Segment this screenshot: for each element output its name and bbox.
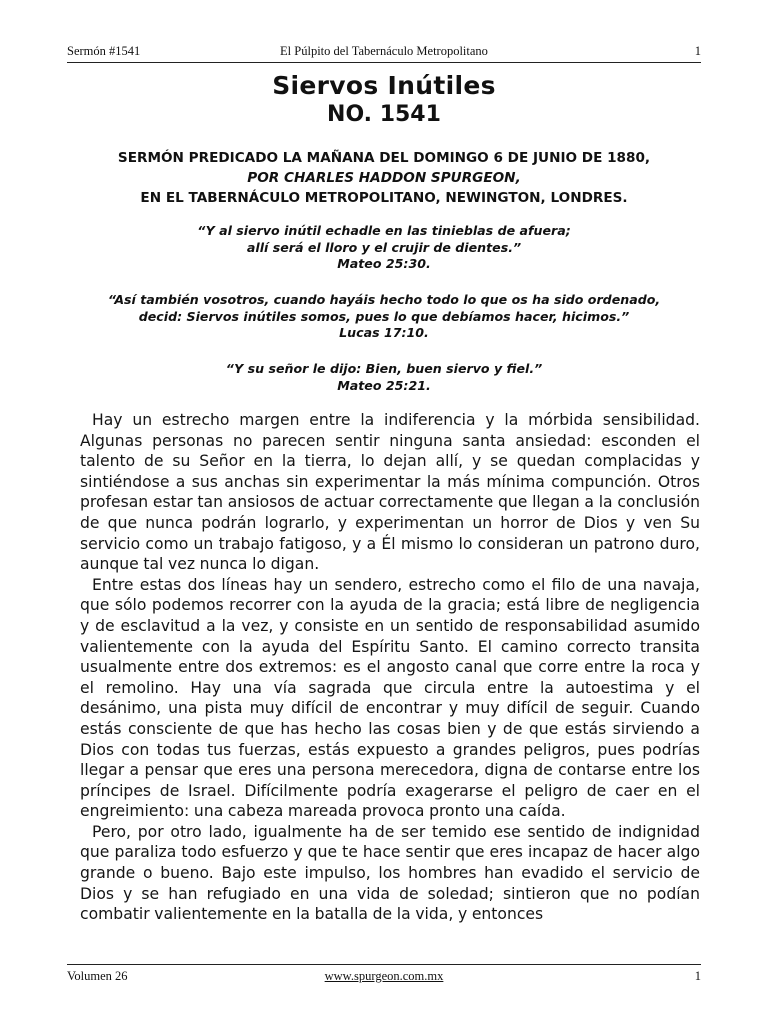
footer-volume: Volumen 26 bbox=[67, 969, 128, 983]
verse-line: “Y al siervo inútil echadle en las tinieblas de afuera; bbox=[197, 223, 571, 238]
verse-reference: Mateo 25:30. bbox=[337, 256, 431, 271]
scripture-verse bbox=[0, 292, 768, 342]
body-paragraph: Hay un estrecho margen entre la indiferencia y la mórbida sensibilidad. Algunas personas no parecen sentir ninguna santa ansiedad: esconden el talento de su Señor en la tierra, lo dejan allí, y se quedan complacidas y sintiéndose a sus anchas sin experimentar la más mínima compunción. Otros profesan estar tan ansiosos de actuar correctamente que llegan a la conclusión de que nunca podrán lograrlo, y experimentan un horror de Dios y ven Su servicio como un trabajo fatigoso, y a Él mismo lo consideran un patrono duro, aunque tal vez nunca lo digan. bbox=[80, 411, 700, 574]
verse-reference: Lucas 17:10. bbox=[339, 325, 429, 340]
running-footer bbox=[67, 964, 701, 985]
footer-page-number: 1 bbox=[694, 969, 701, 983]
scripture-verse bbox=[0, 361, 768, 394]
body-paragraph: Entre estas dos líneas hay un sendero, estrecho como el filo de una navaja, que sólo podemos recorrer con la ayuda de la gracia; está libre de negligencia y de esclavitud a la vez, y consiste en un sentido de responsabilidad asumido valientemente con la ayuda del Espíritu Santo. El camino correcto transita usualmente entre dos extremos: es el angosto canal que corre entre la roca y el remolino. Hay una vía sagrada que circula entre la autoestima y el desánimo, una pista muy difícil de encontrar y muy difícil de seguir. Cuando estás consciente de que has hecho las cosas bien y de que estás sirviendo a Dios con todas tus fuerzas, estás expuesto a grandes peligros, pues podrías llegar a pensar que eres una persona merecedora, digna de contarse entre los príncipes de Israel. Difícilmente podría exagerarse el peligro de caer en el engreimiento: una cabeza mareada provoca pronto una caída. bbox=[80, 575, 700, 821]
verse-line: “Así también vosotros, cuando hayáis hecho todo lo que os ha sido ordenado, bbox=[107, 292, 661, 307]
verse-line: “Y su señor le dijo: Bien, buen siervo y fiel.” bbox=[225, 361, 543, 376]
preached-info bbox=[0, 148, 768, 208]
verse-reference: Mateo 25:21. bbox=[337, 377, 431, 393]
verse-line: decid: Siervos inútiles somos, pues lo que debíamos hacer, hicimos.” bbox=[138, 308, 630, 324]
verse-line: allí será el lloro y el crujir de dientes.” bbox=[246, 239, 522, 255]
header-page-number: 1 bbox=[694, 44, 701, 58]
body-paragraph: Pero, por otro lado, igualmente ha de ser temido ese sentido de indignidad que paraliza todo esfuerzo y que te hace sentir que eres incapaz de hacer algo grande o bueno. Bajo este impulso, los hombres han evadido el servicio de Dios y se han refugiado en una vida de soledad; sintieron que no podían combatir valientemente en la batalla de la vida, y entonces bbox=[80, 822, 700, 924]
preached-date-line: SERMÓN PREDICADO LA MAÑANA DEL DOMINGO 6 DE JUNIO DE 1880, bbox=[117, 150, 651, 166]
sermon-number: NO. 1541 bbox=[327, 102, 441, 127]
preached-author-line: POR CHARLES HADDON SPURGEON, bbox=[247, 170, 521, 186]
preached-place-line: EN EL TABERNÁCULO METROPOLITANO, NEWINGTON, LONDRES. bbox=[140, 190, 628, 206]
footer-website-link[interactable]: www.spurgeon.com.mx bbox=[324, 969, 444, 983]
running-header bbox=[67, 44, 701, 63]
sermon-body bbox=[80, 410, 700, 925]
scripture-verse bbox=[0, 223, 768, 273]
footer-link-wrapper bbox=[67, 969, 701, 984]
sermon-title: Siervos Inútiles bbox=[272, 71, 496, 100]
header-sermon-number: Sermón #1541 bbox=[67, 44, 141, 58]
header-publication-title: El Púlpito del Tabernáculo Metropolitano bbox=[280, 44, 488, 58]
